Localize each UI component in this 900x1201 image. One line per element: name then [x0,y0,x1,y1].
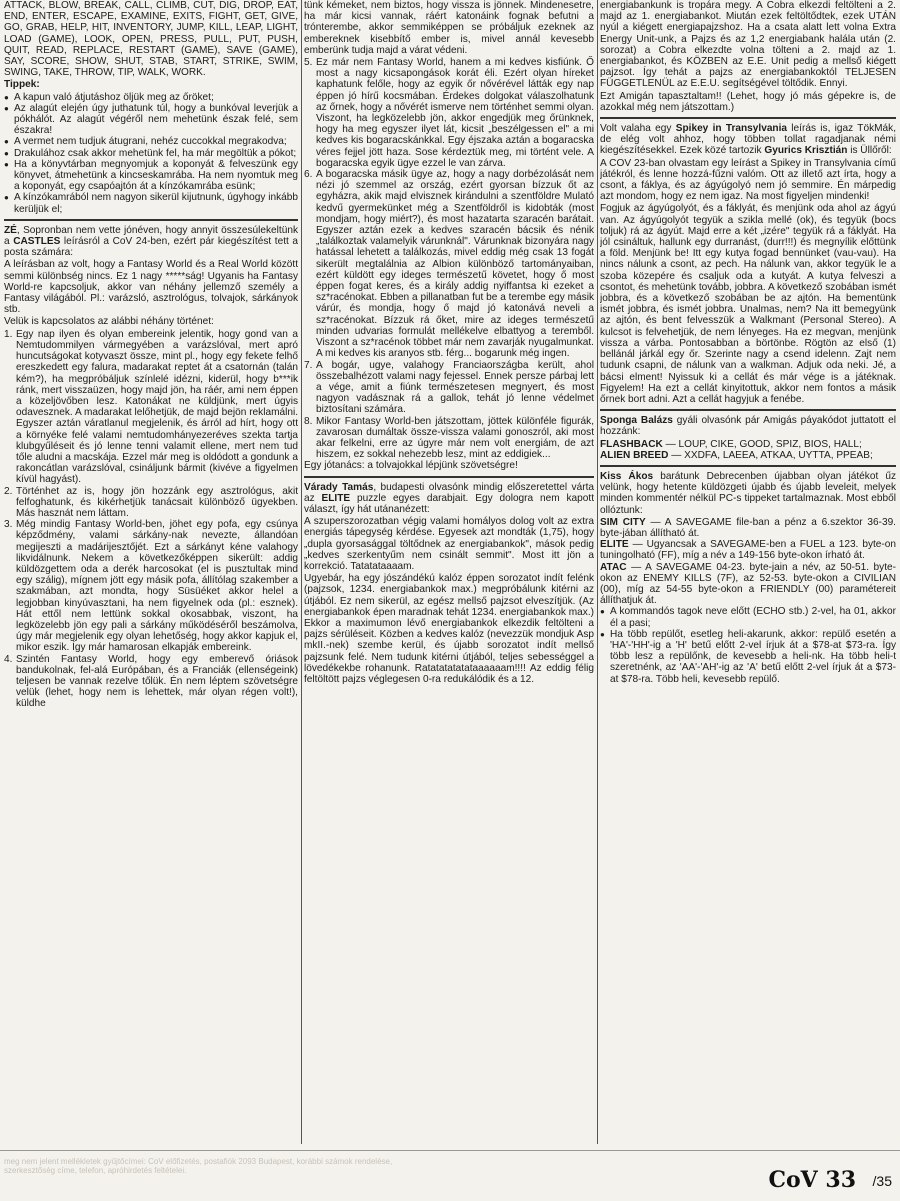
story-list [304,57,594,460]
pc-tip-entry: SIM CITY — A SAVEGAME file-ban a pénz a 6.szektor 36-39. byte-jában állítható át. [600,516,896,539]
reader-name: Várady Tamás [304,481,374,493]
reader-name: ZÉ [4,224,17,236]
section-divider [600,117,896,119]
column-divider [597,0,598,1144]
magazine-brand: CoV 33 [768,1167,856,1193]
column-3 [600,0,896,1148]
paragraph: A leírásban az volt, hogy a Fantasy World és a Real World között semmi különbség nincs. Ez 1 nagy *****ság! Ugyanis ha Fantasy World-re kapcsoljuk, akkor van néhány jellemző személy a Fantasy világából. Pl.: varázsló, asztrológus, tolvajok, sárkányok stb. [4,259,298,316]
section-divider [4,219,298,221]
paragraph: Velük is kapcsolatos az alábbi néhány történet: [4,316,214,328]
story-item: 5. Ez már nem Fantasy World, hanem a mi kedves kisfiúnk. Ő most a nagy kicsapongások korát éli. Ezért olyan híreket kaphatunk felőle, hogy az egyik őr nővérével látták egy nap éppen jó hírű kocsmában. Érdekes dolgokat válaszolhatunk az őrnek, hogy a nővérét ismerve nem történhet semmi olyan. Viszont, ha legközelebb jön, akkor engedjük meg őrünknek, hogy ha meg egyszer ilyet lát, kicsit „beszélgessen el" a mi kedves kis bogaracskánkkal. Egy éjszaka aztán a bogaracska véres fejjel jött haza. Sose kérdeztük meg, mi történt vele. A bogaracska egyik ügye ezzel le van zárva. [304,57,594,169]
story-item: 1. Egy nap ilyen és olyan embereink jelentik, hogy gond van a Nemtudommilyen vármegyében a varázslóval, mert apró huncutságokat kotyvaszt össze, mint pl., hogy egy fekete felhő ereszkedett egy falura, madarakat reptet át a csatornán (talán kém?), ha megpróbáljuk színlelé idézni, kiderül, hogy b***ik ránk, mert visszaüzen, hogy majd jön, ha ráér, ami nem éppen a közeljövőben lesz. Katonákat ne küldjünk, mert úgyis odavesznek. A madarakat lelőhetjük, de majd bejön reklamálni. Egyszer aztán váratlanul megjelenik, és árról ad hírt, hogy ott a környéke felé valami nemtudomhányezeréves szekta tartja klubgyűléseit és jó lenne tenni valamit ellene, mert nem tud tőle aludni a macskája. Ezzel már meg is oldódott a gondunk a rakoncátlan varázslóval, csináljunk bármit (kivéve a figyelmen kívül hagyást). [4,328,298,486]
column-2 [304,0,594,1148]
continued-paragraph: energiabankunk is tropára megy. A Cobra elkezdi feltölteni a 2. majd az 1. energiabankot. Miután ezek feltöltődtek, ezek UTÁN nyúl a kiégett energiapajzshoz. Ha a csata alatt lett volna Extra Energy Unit-unk, a Pajzs és az 1,2 energiabank halála után (2. sorozat) a Cobra elkezdte volna tölteni a 2. majd az 1. energiabankot, és KÖZBEN az E.E. Unit pedig a mellső kiégett pajzsot. Így tehát a pajzs az energiabankoktól TELJESEN FÜGGETLENÜL az E.E.U. segítségével töltődik. Ennyi. [600,0,896,90]
story-item: 2. Történhet az is, hogy jön hozzánk egy asztrológus, akit felfoghatunk, és kikérhetjük tanácsait különböző ügyekben. Más hasznát nem láttam. [4,485,298,519]
tips-list [4,92,298,215]
game-title: CASTLES [13,236,61,248]
column-1 [4,0,298,1148]
tip-item: ● A kínzókamrából nem nagyon sikerül kijutnunk, úgyhogy inkább kerüljük el; [4,192,298,214]
ze-letter-intro: ZÉ, Sopronban nem vette jónéven, hogy annyit összesúlekeltünk a CASTLES leírásról a CoV 24-ben, ezért pár kiegészítést tett a posta számára: [4,224,298,259]
tip-item: ● Ha a könyvtárban megnyomjuk a koponyát & felveszünk egy könyvet, átmehetünk a kincseskamrába. Ha nem nyomtuk meg a koponyát, egy csapóajtón át a kínzókamrába esünk; [4,159,298,193]
tip-item: ● Az alagút elején úgy juthatunk túl, hogy a bunkóval leverjük a pókhálót. Az alagút végéről nem mehetünk észak felé, sem északra! [4,103,298,137]
continued-paragraph: tünk kémeket, nem biztos, hogy vissza is jönnek. Mindenesetre, ha már kicsi vannak, ráért katonáink fognak befutni a trónterembe, akkor semmiképpen se próbáljuk ezeknek az embereknek kisebbítő ember is, mivel annál kevesebb emberünk tudja majd a várat védeni. [304,0,594,56]
story-item: 3. Még mindig Fantasy World-ben, jöhet egy pofa, egy csúnya képződmény, valami sárkány-nak nevezte, állandóan megijeszti a madárijesztőjét. Ezt a sárkányt kéne valahogy likvidálnunk. Nekem a következőképpen sikerült: addig küldözgettem oda a derék harcosokat (el is pusztultak mind egy szálig), mígnem jött egy másik pofa, állítólag szakember a szakmában, azt mondta, hogy Süsüéket akkor helel a legjobban kinyúvasztani, ha nem figyelnek oda (pl.: esznek). Hát ettől nem lettünk sokkal okosabbak, viszont, ha legközelebb jön egy pali a sárkány működéséről beszámolva, úgy már megjelenik egy olyan lehetőség, hogy akkor kapjuk el, mikor eszik. Így már hamarosan elkapják embereink. [4,519,298,654]
pc-tips-list [600,517,896,685]
tip-item: ● A kapun való átjutáshoz öljük meg az őröket; [4,92,298,103]
page-number: /35 [872,1173,892,1189]
section-divider [600,409,896,411]
section-divider [600,465,896,467]
magazine-page [4,0,896,1148]
paragraph: Ugyebár, ha egy jószándékú kalóz éppen sorozatot indít felénk (pajzsok, 1234. energiabankok max.) megpróbálunk kitérni az útjából. Ez nem sikerül, az egész mellső pajzsot elveszítjük. (Az energiabankok épen maradnak tehát 1234. energiabankok max.) Ekkor a maximumon lévő energiabankok elkezdik feltölteni a pajzs sérüléseit. Közben a kedves kalóz (nevezzük mondjuk Asp mkII.-nek) szembe kerül, és újabb sorozatot indít mellső pajzsunk felé. Nem tudunk kitérni útjából, teljes sebességgel a lövedékekbe rohanunk. Ratatatatatataaaaaam!!!! Az eddig félig feltöltött pajzs véglegesen 0-ra redukálódik és a 12. [304,573,594,685]
paragraph: A COV 23-ban olvastam egy leírást a Spikey in Transylvania című játékról, és lenne hozzá-fűzni valóm. Ott az illető azt írta, hogy a csont, a fáklya, és az ágyúgolyó nem jó semmire. Én márpedig azt mondom, hogy ez nem igaz. Na most figyeljen mindenki! [600,157,896,203]
spikey-intro: Volt valaha egy Spikey in Transylvania leírás is, igaz TökMák, de elég volt ahhoz, hogy többen tollat ragadjanak némi kiegészítésekkel. Ezek közé tartozik Gyurics Krisztián is Üllőről: [600,123,896,157]
footer-faded-text: meg nem jelent mellékletek gyűjtőcímei: CoV előfizetés, postafiók 2093 Budapest, korábbi számok rendelése, szerkesztőség címe, telefon, apróhirdetés feltételei. [4,1157,393,1175]
bullet-item: ● A kommandós tagok neve előtt (ECHO stb.) 2-vel, ha 01, akkor él a pasi; [600,606,896,628]
kiss-intro: Kiss Ákos barátunk Debrecenben újabban olyan játékot űz velünk, hogy hetente küldözgeti újabb és újabb leveleit, melyek minden kommentér nélkül PC-s tippeket tartalmaznak. Most ebből ollóztunk: [600,470,896,516]
reader-name: Sponga Balázs [600,415,673,427]
command-list: ATTACK, BLOW, BREAK, CALL, CLIMB, CUT, DIG, DROP, EAT, END, ENTER, ESCAPE, EXAMINE, EXITS, FIGHT, GET, GIVE, GO, GRAB, HELP, HIT, INVENTORY, JUMP, KILL, LEAP, LIGHT, LOAD (GAME), LOOK, OPEN, PRESS, PULL, PUT, PUSH, QUIT, READ, REPLACE, RESTART (GAME), SAVE (GAME), SAY, SCORE, SHOW, SHUT, STAB, START, STRIKE, SWIM, SWING, TAKE, THROW, TIP, WALK, WORK. [4,0,298,79]
story-item: 7. A bogár, ugye, valahogy Franciaországba került, ahol összebalhézott valami nagy fejessel. Ennek persze párbaj lett a vége, amit a fiúnk természetesen megnyert, és most nagyon vadásznak rá a gallok, tehát jó lenne védelmet biztosítani számára. [304,359,594,416]
story-item: 8. Mikor Fantasy World-ben játszottam, jöttek különféle figurák, zavarosan dumáltak össze-vissza valami gonoszról, aki most akar felkelni, erre az úgyre már nem volt energiám, de azt hiszem, ez sokkal nehezebb lesz, mint az eddigiek... [304,415,594,461]
story-item: 4. Szintén Fantasy World, hogy egy emberevő óriások bandukolnak, fel-alá Európában, és a Franciák (ellenségeink) teljesen be vannak rezelve tőlük. Én nem léptem szövetségre velük (lehet, hogy nem is lehettek, már olyan régen volt!), küldhe [4,653,298,710]
page-footer [0,1150,900,1201]
code-list [600,439,896,461]
pc-tip-entry: ATAC — A SAVEGAME 04-23. byte-jain a név, az 50-51. byte-okon az ENEMY KILLS (7F), az 52-53. byte-okon a CIVILIAN (00), míg az 54-55 byte-okon a FRIENDLY (00) paramétereit állíthatjuk át. [600,561,896,607]
column-divider [301,0,302,1144]
story-list [4,329,298,710]
tips-heading: Tippek: [4,79,40,91]
story-item: 6. A bogaracska másik ügye az, hogy a nagy dorbézolását nem nézi jó szemmel az ország, ezért gyorsan bízzuk őt az egyházra, akik majd elvisznek kirándulni a szentföldre Mulató kedvű gyermekünket még a Szentföldről is kidobták (most mondjam, hogy miért?), és most hazatarta szaracén barátait. Egyszer aztán ezek a kedves szaracén bácsik és nénik „találkoztak valamelyik várunknál". Várunknak bizonyára nagy hatással lehetett a találkozás, mivel eddig még csak 13 fogát sikerült megtalálnia az Albion különböző tartományaiban, ezért küldött egy ideges természetű követet, hogy ő most éppen fogat keres, és a király addig nyiffantsa ki ezeket a sz*racénokat. Ebben a pillanatban fut be a terembe egy másik várúr, és mondja, hogy ő majd jó katonává neveli a sz*racénokat. Bízzuk rá őket, mire az ideges természetű minden udvarias formulát mellékelve elbattyog a teremből. Viszont a sz*racénok többet már nem zavarják nyugalmunkat. A mi kedves kis aranyos stb. férg... bogarunk még ingen. [304,169,594,360]
varady-letter-intro: Várady Tamás, budapesti olvasónk mindig előszeretettel várta az ELITE puzzle egyes darabjait. Egy dologra nem kapott választ, így hát utánanézett: [304,481,594,515]
advice-line: Egy jótanács: a tolvajokkal lépjünk szövetségre! [304,460,518,472]
reader-name: Gyurics Krisztián [764,145,848,157]
section-divider [304,476,594,478]
pc-tip-entry: ELITE — Ugyancsak a SAVEGAME-ben a FUEL a 123. byte-on tuningolható (FF), míg a név a 149-156 byte-okon írható át. [600,539,896,562]
bullet-item: ● Ha több repülőt, esetleg heli-akarunk, akkor: repülő esetén a 'HA'-'HH'-ig a 'H' betű előtt 2-vel írjuk át a $78-at $73-ra. Így több lesz a repülőnk, de kevesebb a heli-nk. Ha több heli-t szeretnénk, az 'AA'-'AH'-ig az 'A' betű előtt 2-vel írjuk át a $73-at $78-ra. Több heli, kevesebb repülő. [600,629,896,685]
tip-item: ● Drakulához csak akkor mehetünk fel, ha már megöltük a pókot; [4,148,298,159]
code-entry: FLASHBACK — LOUP, CIKE, GOOD, SPIZ, BIOS, HALL; [600,438,862,450]
tip-item: ● A vermet nem tudjuk átugrani, nehéz cuccokkal megrakodva; [4,136,298,147]
paragraph: Fogjuk az ágyúgolyót, és a fáklyát, és menjünk oda ahol az ágyú van. Az ágyúgolyót tegyük a szikla mellé (ok), és tegyük (bocs toljuk) rá az ágyút. Majd erre a két „izére" tegyük rá a fáklyát. Ha jól csináltuk, hallunk egy durranást, (durr!!!) és megnyílik előttünk a föld. Menjünk be! Itt egy kutya fogad bennünket (vau-vau). Ha nincs nálunk a csont, az pech. Ha nálunk van, akkor tegyük le a szoba közepére és csaljuk oda a kutyát. A kutya felveszi a csontot, és mehetünk tovább, jobbra. A következő szobában ismét jobbra, és a következő szobában be az ajtón. Ha bementünk ismét jobbra, és ismét jobbra. Unalmas, nem? Na itt bemegyünk az ajtón, és bent felvesszük a Walkmant (Personal Stereo). A kulcsot is felvehetjük, de nem lényeges. Ha ez megvan, menjünk vissza a várba. Pontosabban a börtönbe. Rögtön az első (1) bellánál járkál egy őr. Szerinte nagy a csend idelenn. Zajt nem tudunk csapni, de nálunk van a walkman. Adjuk oda neki. Jé, a bácsi elment! Nyissuk ki a cellát és már vége is a játéknak. Figyelem! Ha ezt a cellát kinyitottuk, akkor nem fontos a másik őrnek bort adni. Azt a cellát hagyjuk a fenébe. [600,203,896,405]
game-title: Spikey in Transylvania [675,123,788,135]
game-title: ELITE [321,492,351,504]
code-entry: ALIEN BREED — XXDFA, LAEEA, ATKAA, UYTTA, PPEAB; [600,449,873,461]
paragraph: Ezt Amigán tapasztaltam!! (Lehet, hogy jó más gépekre is, de azokkal még nem játszottam.) [600,90,896,113]
sponga-intro: Sponga Balázs gyáli olvasónk pár Amigás páyakódot juttatott el hozzánk: [600,415,896,438]
reader-name: Kiss Ákos [600,470,654,482]
atac-bullets [600,606,896,684]
paragraph: A szuperszorozatban végig valami homályos dolog volt az extra energiás tápegység kérdése. Egyesek azt mondták (1,75), hogy „dupla gyorsasággal töltődnek az energiabankok", mások pedig „kedves szerkentyűm nem csinált semmit". Most itt jön a korrekció. Tatatataaaam. [304,516,594,572]
